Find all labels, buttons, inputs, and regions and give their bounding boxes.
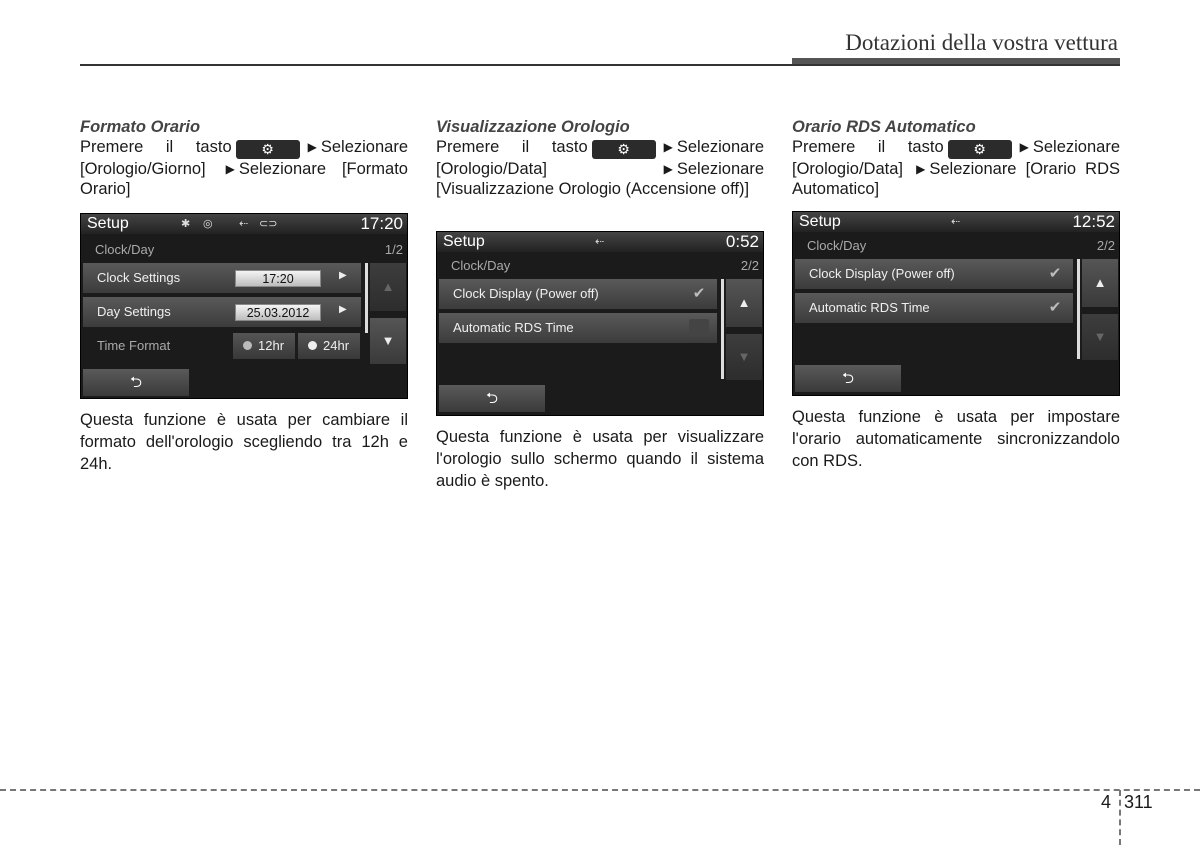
section-orario-rds-automatico	[792, 117, 1120, 199]
instr-select: Selezionare [Orario RDS Automatico]	[792, 160, 1120, 198]
clock-value-field: 17:20	[235, 270, 321, 287]
instr-pre: Premere il tasto	[436, 138, 588, 156]
automatic-rds-time-row[interactable]	[795, 293, 1073, 323]
instr-post: Selezionare [Orologio/Data]	[792, 138, 1120, 178]
section-description: Questa funzione è usata per impostare l'orario automaticamente sincronizzandolo con RDS.	[792, 408, 1120, 470]
scroll-up-button[interactable]: ▲	[726, 279, 762, 327]
screen-subtitle: Clock/Day	[95, 242, 155, 257]
link-icon: ⊂⊃	[259, 218, 278, 230]
back-button[interactable]	[83, 369, 189, 396]
radio-dot-icon	[243, 341, 252, 350]
disc-icon: ◎	[203, 218, 213, 230]
section-title: Formato Orario	[80, 118, 201, 136]
section-instructions	[80, 137, 408, 199]
checkmark-icon[interactable]: ✔	[692, 285, 706, 302]
gear-icon: ⚙	[236, 140, 300, 159]
instr-select: Selezionare [Visualizzazione Orologio (Accensione off)]	[436, 160, 764, 198]
automatic-rds-time-row[interactable]	[439, 313, 717, 343]
play-arrow-icon: ▶	[339, 304, 347, 315]
bluetooth-icon: ✱	[181, 218, 191, 230]
footer-dashed-rule	[0, 789, 1200, 791]
radio-24hr[interactable]	[298, 333, 360, 359]
screen-header	[81, 214, 407, 234]
page-header-title: Dotazioni della vostra vettura	[845, 30, 1118, 55]
row-label: Day Settings	[97, 304, 171, 319]
arrow-icon: ▶	[916, 162, 926, 176]
time-format-row	[83, 331, 361, 361]
day-settings-row[interactable]	[83, 297, 361, 327]
section-formato-orario	[80, 117, 408, 199]
play-arrow-icon: ▶	[339, 270, 347, 281]
clock-settings-row[interactable]	[83, 263, 361, 293]
section-instructions	[436, 137, 764, 199]
section-instructions	[792, 137, 1120, 199]
screen-page: 2/2	[740, 258, 759, 273]
clock-display-row[interactable]	[795, 259, 1073, 289]
arrow-icon: ▶	[663, 140, 673, 154]
scrollbar[interactable]	[721, 279, 724, 379]
instr-pre: Premere il tasto	[792, 138, 944, 156]
back-arrow-icon: ⮌	[485, 390, 498, 407]
screen-clock: 0:52	[725, 232, 759, 251]
row-label: Clock Display (Power off)	[809, 266, 955, 281]
back-arrow-icon: ⮌	[129, 374, 142, 391]
footer-dashed-divider	[1119, 790, 1121, 845]
radio-label: 12hr	[258, 338, 285, 353]
screen-subtitle: Clock/Day	[451, 258, 511, 273]
screen-clock: 12:52	[1072, 212, 1115, 231]
usb-icon: ⇠	[239, 218, 249, 230]
radio-label: 24hr	[323, 338, 350, 353]
setup-screen-rds-time	[792, 211, 1120, 396]
section-title: Orario RDS Automatico	[792, 118, 976, 136]
scroll-down-button[interactable]: ▼	[1082, 314, 1118, 360]
checkmark-icon[interactable]: ✔	[1048, 299, 1062, 316]
chapter-number: 4	[1101, 792, 1112, 812]
instr-post: Selezionare [Orologio/Giorno]	[80, 138, 408, 178]
usb-icon: ⇠	[595, 236, 605, 248]
date-value-field: 25.03.2012	[235, 304, 321, 321]
row-label: Clock Display (Power off)	[453, 286, 599, 301]
screen-page: 1/2	[384, 242, 403, 257]
row-label: Clock Settings	[97, 270, 181, 285]
instr-post: Selezionare [Orologio/Data]	[436, 138, 764, 178]
section-visualizzazione-orologio	[436, 117, 764, 199]
scrollbar[interactable]	[365, 263, 368, 333]
screen-clock: 17:20	[360, 214, 403, 233]
page-number: 311	[1124, 792, 1153, 812]
screen-title: Setup	[443, 233, 485, 250]
header-rule	[80, 64, 1120, 66]
gear-icon: ⚙	[592, 140, 656, 159]
radio-12hr[interactable]	[233, 333, 295, 359]
screen-header	[793, 212, 1119, 232]
screen-page: 2/2	[1096, 238, 1115, 253]
setup-screen-clock-day	[80, 213, 408, 399]
screen-title: Setup	[87, 215, 129, 232]
arrow-icon: ▶	[307, 140, 317, 154]
back-arrow-icon: ⮌	[841, 370, 854, 387]
row-label: Time Format	[97, 338, 171, 353]
checkbox-icon[interactable]	[689, 319, 709, 337]
section-description: Questa funzione è usata per cambiare il formato dell'orologio scegliendo tra 12h e 24h.	[80, 411, 408, 473]
instr-pre: Premere il tasto	[80, 138, 232, 156]
instr-select: Selezionare [Formato Orario]	[80, 160, 408, 198]
arrow-icon: ▶	[225, 162, 235, 176]
gear-icon: ⚙	[948, 140, 1012, 159]
usb-icon: ⇠	[951, 216, 961, 228]
section-title: Visualizzazione Orologio	[436, 118, 630, 136]
setup-screen-clock-display	[436, 231, 764, 416]
scroll-up-button[interactable]: ▲	[1082, 259, 1118, 307]
back-button[interactable]	[439, 385, 545, 412]
radio-dot-icon	[308, 341, 317, 350]
back-button[interactable]	[795, 365, 901, 392]
clock-display-row[interactable]	[439, 279, 717, 309]
scroll-down-button[interactable]: ▼	[370, 318, 406, 364]
scroll-up-button[interactable]: ▲	[370, 263, 406, 311]
scroll-down-button[interactable]: ▼	[726, 334, 762, 380]
row-label: Automatic RDS Time	[453, 320, 574, 335]
screen-subtitle: Clock/Day	[807, 238, 867, 253]
screen-title: Setup	[799, 213, 841, 230]
scrollbar[interactable]	[1077, 259, 1080, 359]
checkmark-icon[interactable]: ✔	[1048, 265, 1062, 282]
section-description: Questa funzione è usata per visualizzare l'orologio sullo schermo quando il sistema audio è spento.	[436, 428, 764, 490]
arrow-icon: ▶	[1019, 140, 1029, 154]
arrow-icon: ▶	[663, 162, 673, 176]
screen-header	[437, 232, 763, 252]
row-label: Automatic RDS Time	[809, 300, 930, 315]
